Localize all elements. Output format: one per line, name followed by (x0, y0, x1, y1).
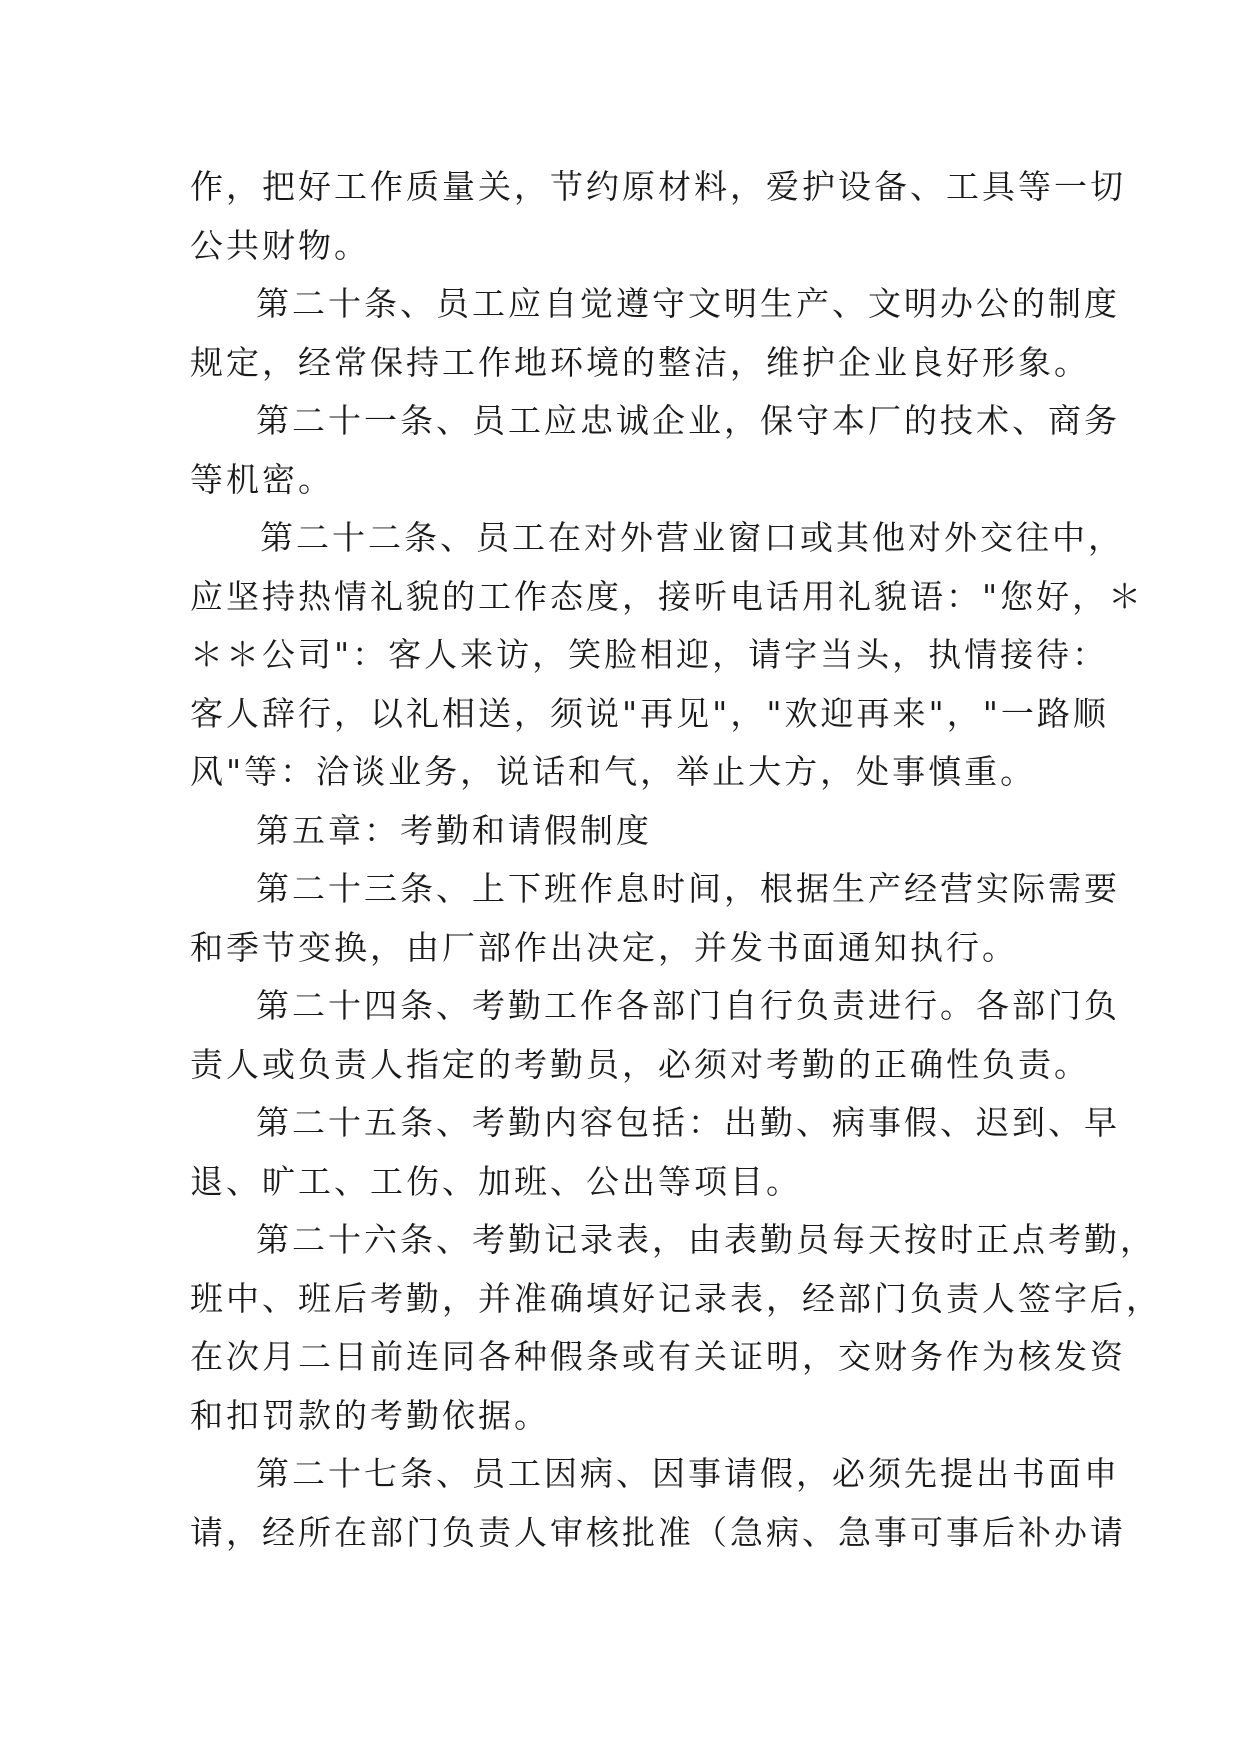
article-25-line: 第二十五条、考勤内容包括：出勤、病事假、迟到、早 (256, 1103, 1120, 1142)
text-line: 等机密。 (190, 459, 334, 499)
text-line: 退、旷工、工伤、加班、公出等项目。 (190, 1161, 802, 1201)
article-20-line: 第二十条、员工应自觉遵守文明生产、文明办公的制度 (256, 284, 1120, 323)
text-line: 应坚持热情礼貌的工作态度，接听电话用礼貌语："您好，＊ (190, 576, 1145, 616)
text-line: ＊＊公司"：客人来访，笑脸相迎，请字当头，执情接待： (190, 635, 1109, 674)
text-line: 公共财物。 (190, 225, 370, 265)
article-27-line: 第二十七条、员工因病、因事请假，必须先提出书面申 (256, 1454, 1120, 1493)
article-23-line: 第二十三条、上下班作息时间，根据生产经营实际需要 (256, 869, 1120, 908)
text-line: 风"等：洽谈业务，说话和气，举止大方，处事慎重。 (190, 752, 1037, 791)
text-line: 在次月二日前连同各种假条或有关证明，交财务作为核发资 (190, 1337, 1126, 1376)
chapter-5-heading: 第五章：考勤和请假制度 (256, 810, 652, 850)
article-26-line: 第二十六条、考勤记录表，由表勤员每天按时正点考勤， (256, 1220, 1156, 1259)
article-24-line: 第二十四条、考勤工作各部门自行负责进行。各部门负 (256, 986, 1120, 1025)
text-line: 班中、班后考勤，并准确填好记录表，经部门负责人签字后， (190, 1278, 1162, 1318)
article-22-line: 第二十二条、员工在对外营业窗口或其他对外交往中， (260, 518, 1124, 557)
text-line: 作，把好工作质量关，节约原材料，爱护设备、工具等一切 (190, 167, 1126, 206)
article-21-line: 第二十一条、员工应忠诚企业，保守本厂的技术、商务 (256, 401, 1120, 440)
text-line: 责人或负责人指定的考勤员，必须对考勤的正确性负责。 (190, 1044, 1090, 1084)
text-line: 请，经所在部门负责人审核批准（急病、急事可事后补办请 (190, 1512, 1126, 1552)
text-line: 和扣罚款的考勤依据。 (190, 1395, 550, 1435)
text-line: 规定，经常保持工作地环境的整洁，维护企业良好形象。 (190, 342, 1090, 382)
text-line: 客人辞行，以礼相送，须说"再见"，"欢迎再来"，"一路顺 (190, 693, 1109, 733)
document-page (190, 158, 1162, 1562)
text-line: 和季节变换，由厂部作出决定，并发书面通知执行。 (190, 927, 1018, 967)
